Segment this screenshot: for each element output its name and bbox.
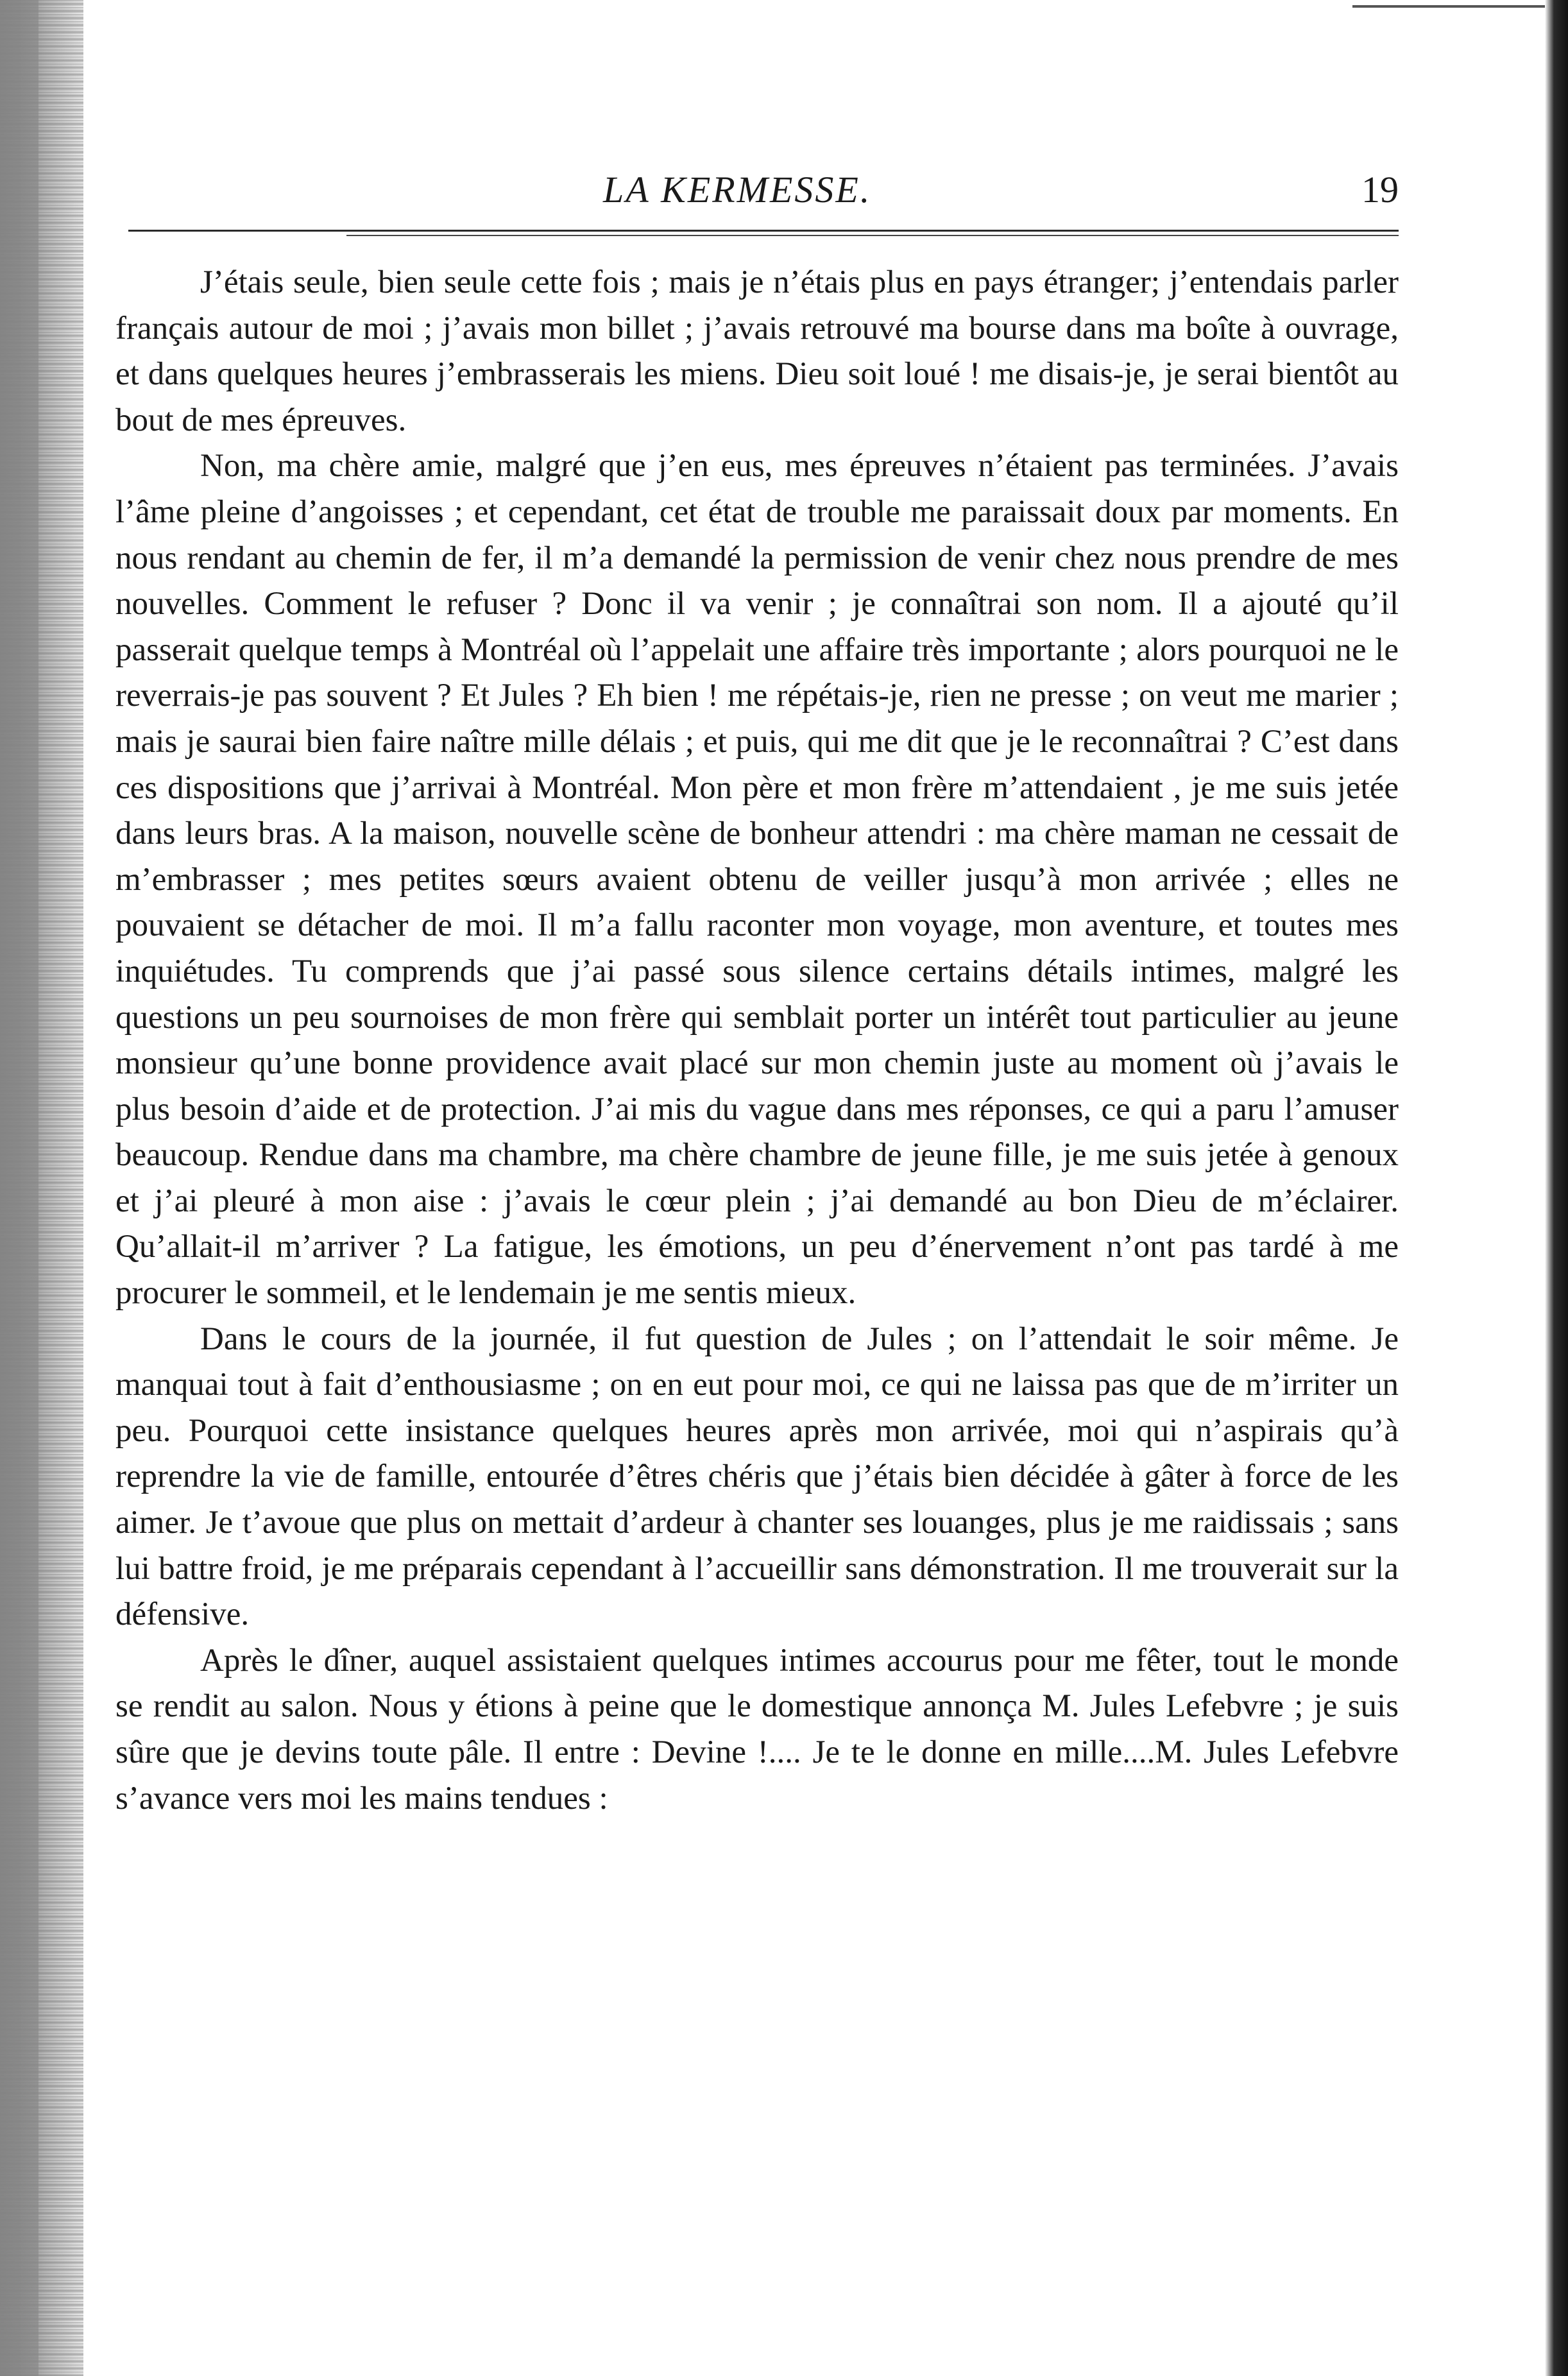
paragraph: J’étais seule, bien seule cette fois ; mais je n’étais plus en pays étranger; j’entendais parler français autour de moi ; j’avais mon billet ; j’avais retrouvé ma bourse dans ma boîte à ouvrage, et dans quelques heures j’embrasserais les miens. Dieu soit loué ! me disais-je, je serai bientôt au bout de mes épreuves. <box>115 264 1399 438</box>
right-edge-shadow <box>1545 0 1568 2376</box>
page-number: 19 <box>1361 169 1399 210</box>
body-text <box>115 260 1399 1822</box>
header-rule <box>128 230 1399 232</box>
binding-edge-shadow <box>0 0 83 2376</box>
paragraph: Après le dîner, auquel assistaient quelques intimes accourus pour me fêter, tout le monde se rendit au salon. Nous y étions à peine que le domestique annonça M. Jules Lefebvre ; je suis sûre que je devins toute pâle. Il entre : Devine !.... Je te le donne en mille....M. Jules Lefebvre s’avance vers moi les mains tendues : <box>115 1642 1399 1816</box>
running-title: LA KERMESSE. <box>603 169 872 210</box>
paragraph: Dans le cours de la journée, il fut question de Jules ; on l’attendait le soir même. Je manquai tout à fait d’enthousiasme ; on en eut pour moi, ce qui ne laissa pas que de m’irriter un peu. Pourquoi cette insistance quelques heures après mon arrivée, moi qui n’aspirais qu’à reprendre la vie de famille, entourée d’êtres chéris que j’étais bien décidée à gâter à force de les aimer. Je t’avoue que plus on mettait d’ardeur à chanter ses louanges, plus je me raidissais ; sans lui battre froid, je me préparais cependant à l’accueillir sans démonstration. Il me trouverait sur la défensive. <box>115 1320 1399 1633</box>
header-rule-secondary <box>346 235 1399 236</box>
scan-edge-mark <box>1352 5 1545 8</box>
paragraph: Non, ma chère amie, malgré que j’en eus, mes épreuves n’étaient pas terminées. J’avais l’âme pleine d’angoisses ; et cependant, cet état de trouble me paraissait doux par moments. En nous rendant au chemin de fer, il m’a demandé la permission de venir chez nous prendre de mes nouvelles. Comment le refuser ? Donc il va venir ; je connaîtrai son nom. Il a ajouté qu’il passerait quelque temps à Montréal où l’appelait une affaire très importante ; alors pourquoi ne le reverrais-je pas souvent ? Et Jules ? Eh bien ! me répétais-je, rien ne presse ; on veut me marier ; mais je saurai bien faire naître mille délais ; et puis, qui me dit que je le reconnaîtrai ? C’est dans ces dispositions que j’arrivai à Montréal. Mon père et mon frère m’attendaient , je me suis jetée dans leurs bras. A la maison, nouvelle scène de bonheur attendri : ma chère maman ne cessait de m’embrasser ; mes petites sœurs avaient obtenu de veiller jusqu’à mon arrivée ; elles ne pouvaient se détacher de moi. Il m’a fallu raconter mon voyage, mon aventure, et toutes mes inquiétudes. Tu comprends que j’ai passé sous silence certains détails intimes, malgré les questions un peu sournoises de mon frère qui semblait porter un intérêt tout particulier au jeune monsieur qu’une bonne providence avait placé sur mon chemin juste au moment où j’avais le plus besoin d’aide et de protection. J’ai mis du vague dans mes réponses, ce qui a paru l’amuser beaucoup. Rendue dans ma chambre, ma chère chambre de jeune fille, je me suis jetée à genoux et j’ai pleuré à mon aise : j’avais le cœur plein ; j’ai demandé au bon Dieu de m’éclairer. Qu’allait-il m’arriver ? La fatigue, les émotions, un peu d’énervement n’ont pas tardé à me procurer le sommeil, et le lendemain je me sentis mieux. <box>115 448 1399 1312</box>
page-header <box>115 168 1399 219</box>
